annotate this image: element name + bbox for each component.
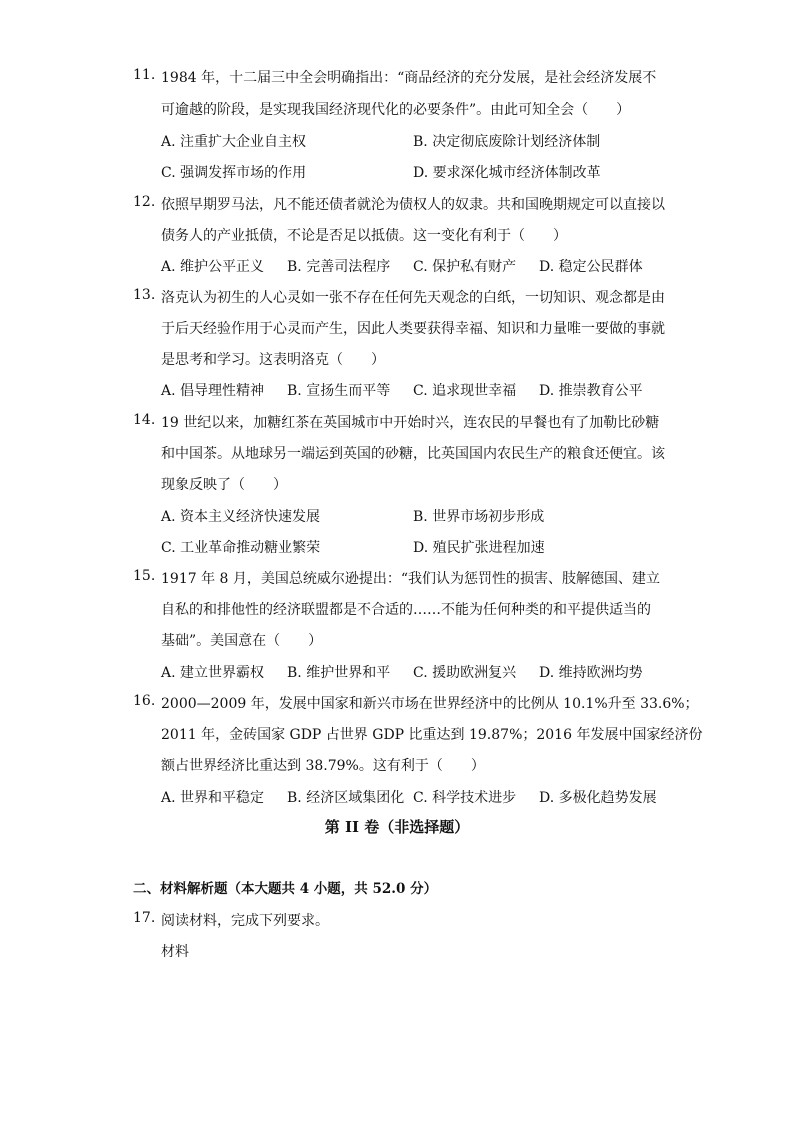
option-c: C. 强调发挥市场的作用 xyxy=(161,165,307,181)
option-a: A. 资本主义经济快速发展 xyxy=(161,509,321,525)
option-d: D. 推崇教育公平 xyxy=(539,383,643,399)
section-heading: 二、材料解析题（本大题共 4 小题，共 52.0 分） xyxy=(133,881,438,897)
question-number: 11. xyxy=(133,67,156,83)
question-text-line: 和中国茶。从地球另一端运到英国的砂糖，比英国国内农民生产的粮食还便宜。该 xyxy=(161,446,665,462)
option-d: D. 殖民扩张进程加速 xyxy=(413,540,545,556)
question-text-line: 可逾越的阶段，是实现我国经济现代化的必要条件”。由此可知全会（ ） xyxy=(161,102,631,118)
option-d: D. 多极化趋势发展 xyxy=(539,790,657,806)
option-d: D. 维持欧洲均势 xyxy=(539,665,643,681)
option-a: A. 建立世界霸权 xyxy=(161,665,265,681)
option-d: D. 要求深化城市经济体制改革 xyxy=(413,165,601,181)
question-text-line: 1917 年 8 月，美国总统威尔逊提出：“我们认为惩罚性的损害、肢解德国、建立 xyxy=(161,571,661,587)
option-b: B. 完善司法程序 xyxy=(287,259,391,275)
option-c: C. 保护私有财产 xyxy=(413,259,517,275)
question-text-line: 额占世界经济比重达到 38.79%。这有利于（ ） xyxy=(161,758,485,774)
question-number: 15. xyxy=(133,568,156,584)
option-b: B. 世界市场初步形成 xyxy=(413,509,545,525)
option-d: D. 稳定公民群体 xyxy=(539,259,643,275)
question-number: 14. xyxy=(133,412,156,428)
question-text-line: 现象反映了（ ） xyxy=(161,477,287,493)
question-number: 13. xyxy=(133,287,156,303)
question-text-line: 是思考和学习。这表明洛克（ ） xyxy=(161,352,385,368)
question-text-line: 2011 年，金砖国家 GDP 占世界 GDP 比重达到 19.87%；2016 年发展中国家经济份 xyxy=(161,727,703,743)
option-a: A. 倡导理性精神 xyxy=(161,383,265,399)
option-a: A. 世界和平稳定 xyxy=(161,790,265,806)
question-text-line: 2000—2009 年，发展中国家和新兴市场在世界经济中的比例从 10.1%升至 33.6%； xyxy=(161,696,699,712)
question-text-line: 19 世纪以来，加糖红茶在英国城市中开始时兴，连农民的早餐也有了加勒比砂糖 xyxy=(161,415,660,431)
option-c: C. 援助欧洲复兴 xyxy=(413,665,517,681)
question-text-line: 债务人的产业抵债，不论是否足以抵债。这一变化有利于（ ） xyxy=(161,228,567,244)
question-number: 16. xyxy=(133,693,156,709)
option-b: B. 经济区域集团化 xyxy=(287,790,405,806)
option-b: B. 维护世界和平 xyxy=(287,665,391,681)
section-title: 第 II 卷（非选择题） xyxy=(324,818,470,836)
material-label: 材料 xyxy=(161,944,189,960)
question-text-line: 基础”。美国意在（ ） xyxy=(161,633,323,649)
option-c: C. 科学技术进步 xyxy=(413,790,517,806)
option-a: A. 维护公平正义 xyxy=(161,259,265,275)
question-number: 12. xyxy=(133,194,156,210)
option-c: C. 追求现世幸福 xyxy=(413,383,517,399)
question-text-line: 1984 年，十二届三中全会明确指出：“商品经济的充分发展，是社会经济发展不 xyxy=(161,70,657,86)
option-b: B. 宣扬生而平等 xyxy=(287,383,391,399)
question-text-line: 于后天经验作用于心灵而产生，因此人类要获得幸福、知识和力量唯一要做的事就 xyxy=(161,321,665,337)
option-a: A. 注重扩大企业自主权 xyxy=(161,134,307,150)
question-text-line: 洛克认为初生的人心灵如一张不存在任何先天观念的白纸，一切知识、观念都是由 xyxy=(161,290,665,306)
question-text-line: 自私的和排他性的经济联盟都是不合适的……不能为任何种类的和平提供适当的 xyxy=(161,602,651,618)
question-text-line: 依照早期罗马法，凡不能还债者就沦为债权人的奴隶。共和国晚期规定可以直接以 xyxy=(161,197,665,213)
option-b: B. 决定彻底废除计划经济体制 xyxy=(413,134,601,150)
question-number: 17. xyxy=(133,910,156,926)
question-text-line: 阅读材料，完成下列要求。 xyxy=(161,913,329,929)
option-c: C. 工业革命推动糖业繁荣 xyxy=(161,540,321,556)
